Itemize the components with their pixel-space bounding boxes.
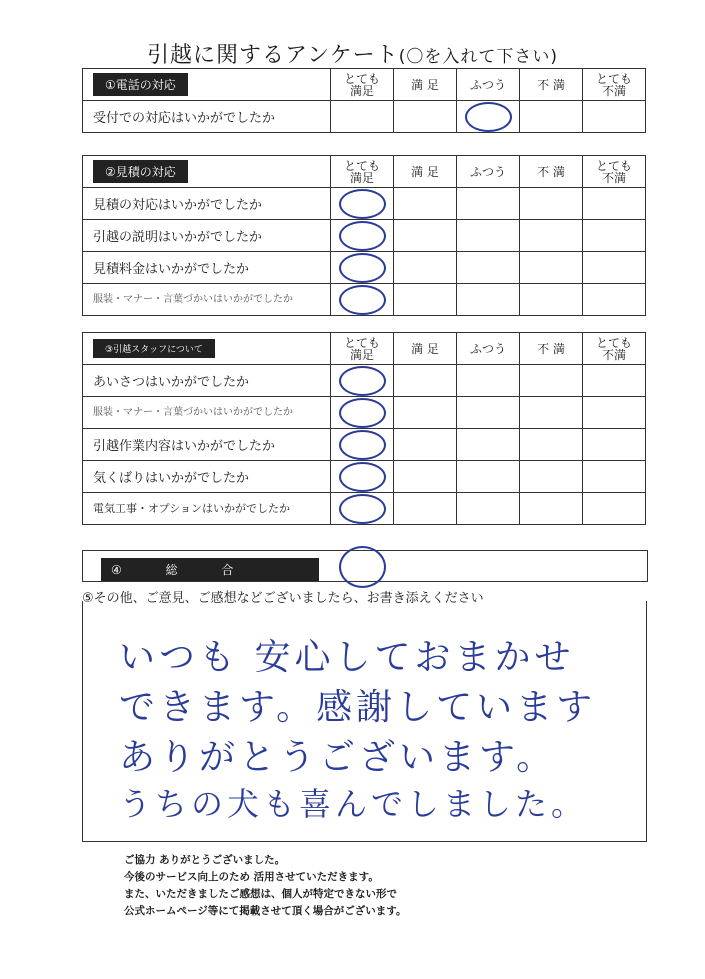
answer-cell[interactable] bbox=[583, 252, 646, 284]
handwriting-line-3: ありがとうございます。 bbox=[119, 737, 557, 778]
answer-circle bbox=[339, 398, 386, 428]
col-very-satisfied: とても 満足 bbox=[331, 69, 394, 101]
answer-cell[interactable] bbox=[583, 397, 646, 429]
answer-circle bbox=[339, 253, 386, 283]
answer-cell[interactable] bbox=[394, 220, 457, 252]
question-text: 服装・マナー・言葉づかいはいかがでしたか bbox=[83, 397, 331, 429]
answer-cell[interactable] bbox=[457, 252, 520, 284]
section-header: ②見積の対応 bbox=[83, 156, 331, 188]
answer-cell[interactable] bbox=[457, 220, 520, 252]
answer-circle bbox=[339, 189, 386, 219]
answer-circle bbox=[339, 546, 386, 588]
answer-cell[interactable] bbox=[394, 365, 457, 397]
answer-cell[interactable] bbox=[457, 284, 520, 316]
answer-circle bbox=[465, 102, 512, 132]
comment-label: ⑤その他、ご意見、ご感想などございましたら、お書き添えください bbox=[82, 591, 484, 606]
answer-cell[interactable] bbox=[394, 101, 457, 133]
col-dissatisfied: 不 満 bbox=[520, 333, 583, 365]
answer-cell[interactable] bbox=[457, 429, 520, 461]
answer-cell[interactable] bbox=[520, 188, 583, 220]
answer-circle bbox=[339, 366, 386, 396]
answer-cell[interactable] bbox=[520, 101, 583, 133]
answer-circle bbox=[339, 430, 386, 460]
col-satisfied: 満 足 bbox=[394, 333, 457, 365]
question-text: 受付での対応はいかがでしたか bbox=[83, 101, 331, 133]
question-text: 引越作業内容はいかがでしたか bbox=[83, 429, 331, 461]
question-text: 気くばりはいかがでしたか bbox=[83, 461, 331, 493]
answer-circle bbox=[339, 285, 386, 315]
section-header: ①電話の対応 bbox=[83, 69, 331, 101]
answer-cell[interactable] bbox=[457, 461, 520, 493]
question-text: 電気工事・オプションはいかがでしたか bbox=[83, 493, 331, 525]
answer-cell[interactable] bbox=[394, 493, 457, 525]
section-header: ③引越スタッフについて bbox=[83, 333, 331, 365]
col-dissatisfied: 不 満 bbox=[520, 156, 583, 188]
answer-cell[interactable] bbox=[520, 284, 583, 316]
answer-cell[interactable] bbox=[394, 397, 457, 429]
col-normal: ふつう bbox=[457, 333, 520, 365]
question-row bbox=[83, 101, 646, 133]
answer-cell[interactable] bbox=[457, 365, 520, 397]
title-main: 引越に関するアンケート bbox=[147, 43, 399, 68]
answer-cell[interactable] bbox=[520, 397, 583, 429]
section-phone-table bbox=[82, 68, 646, 133]
col-very-dissatisfied: とても 不満 bbox=[583, 156, 646, 188]
answer-cell[interactable] bbox=[457, 397, 520, 429]
col-very-satisfied: とても 満足 bbox=[331, 333, 394, 365]
answer-cell[interactable] bbox=[394, 188, 457, 220]
footer-line: ご協力 ありがとうございました。 bbox=[124, 854, 286, 866]
answer-cell[interactable] bbox=[520, 365, 583, 397]
question-text: 服装・マナー・言葉づかいはいかがでしたか bbox=[83, 284, 331, 316]
answer-cell[interactable] bbox=[583, 284, 646, 316]
question-text: 見積料金はいかがでしたか bbox=[83, 252, 331, 284]
col-very-dissatisfied: とても 不満 bbox=[583, 333, 646, 365]
answer-cell[interactable] bbox=[520, 252, 583, 284]
col-very-satisfied: とても 満足 bbox=[331, 156, 394, 188]
answer-cell[interactable] bbox=[583, 188, 646, 220]
answer-cell[interactable] bbox=[583, 493, 646, 525]
answer-cell[interactable] bbox=[457, 493, 520, 525]
question-text: 引越の説明はいかがでしたか bbox=[83, 220, 331, 252]
page-title bbox=[0, 38, 705, 69]
answer-cell[interactable] bbox=[520, 493, 583, 525]
answer-circle bbox=[339, 221, 386, 251]
answer-cell[interactable] bbox=[583, 220, 646, 252]
answer-circle bbox=[339, 462, 386, 492]
question-text: あいさつはいかがでしたか bbox=[83, 365, 331, 397]
handwriting-line-2: できます。感謝しています bbox=[119, 687, 597, 728]
answer-cell[interactable] bbox=[583, 461, 646, 493]
question-text: 見積の対応はいかがでしたか bbox=[83, 188, 331, 220]
answer-circle bbox=[339, 494, 386, 524]
section-header: ④ 総 合 bbox=[101, 558, 319, 581]
comment-box[interactable] bbox=[82, 601, 647, 842]
handwriting-line-4: うちの犬も喜んでしました。 bbox=[119, 785, 588, 823]
col-satisfied: 満 足 bbox=[394, 156, 457, 188]
col-very-dissatisfied: とても 不満 bbox=[583, 69, 646, 101]
col-satisfied: 満 足 bbox=[394, 69, 457, 101]
answer-cell[interactable] bbox=[394, 429, 457, 461]
footer-line: また、いただきましたご感想は、個人が特定できない形で bbox=[124, 888, 397, 900]
answer-cell[interactable] bbox=[331, 101, 394, 133]
handwriting-line-1: いつも 安心しておまかせ bbox=[119, 637, 575, 678]
title-sub: (〇を入れて下さい) bbox=[398, 47, 558, 67]
col-normal: ふつう bbox=[457, 69, 520, 101]
answer-cell[interactable] bbox=[583, 429, 646, 461]
answer-cell[interactable] bbox=[520, 461, 583, 493]
col-normal: ふつう bbox=[457, 156, 520, 188]
answer-cell[interactable] bbox=[394, 461, 457, 493]
answer-cell[interactable] bbox=[583, 365, 646, 397]
answer-cell[interactable] bbox=[520, 220, 583, 252]
answer-cell[interactable] bbox=[583, 101, 646, 133]
answer-cell[interactable] bbox=[394, 252, 457, 284]
answer-cell[interactable] bbox=[394, 284, 457, 316]
footer-line: 今後のサービス向上のため 活用させていただきます。 bbox=[124, 871, 379, 883]
col-dissatisfied: 不 満 bbox=[520, 69, 583, 101]
answer-cell[interactable] bbox=[457, 188, 520, 220]
footer-line: 公式ホームページ等にて掲載させて頂く場合がございます。 bbox=[124, 905, 407, 917]
footer-note bbox=[124, 852, 406, 920]
answer-cell[interactable] bbox=[520, 429, 583, 461]
